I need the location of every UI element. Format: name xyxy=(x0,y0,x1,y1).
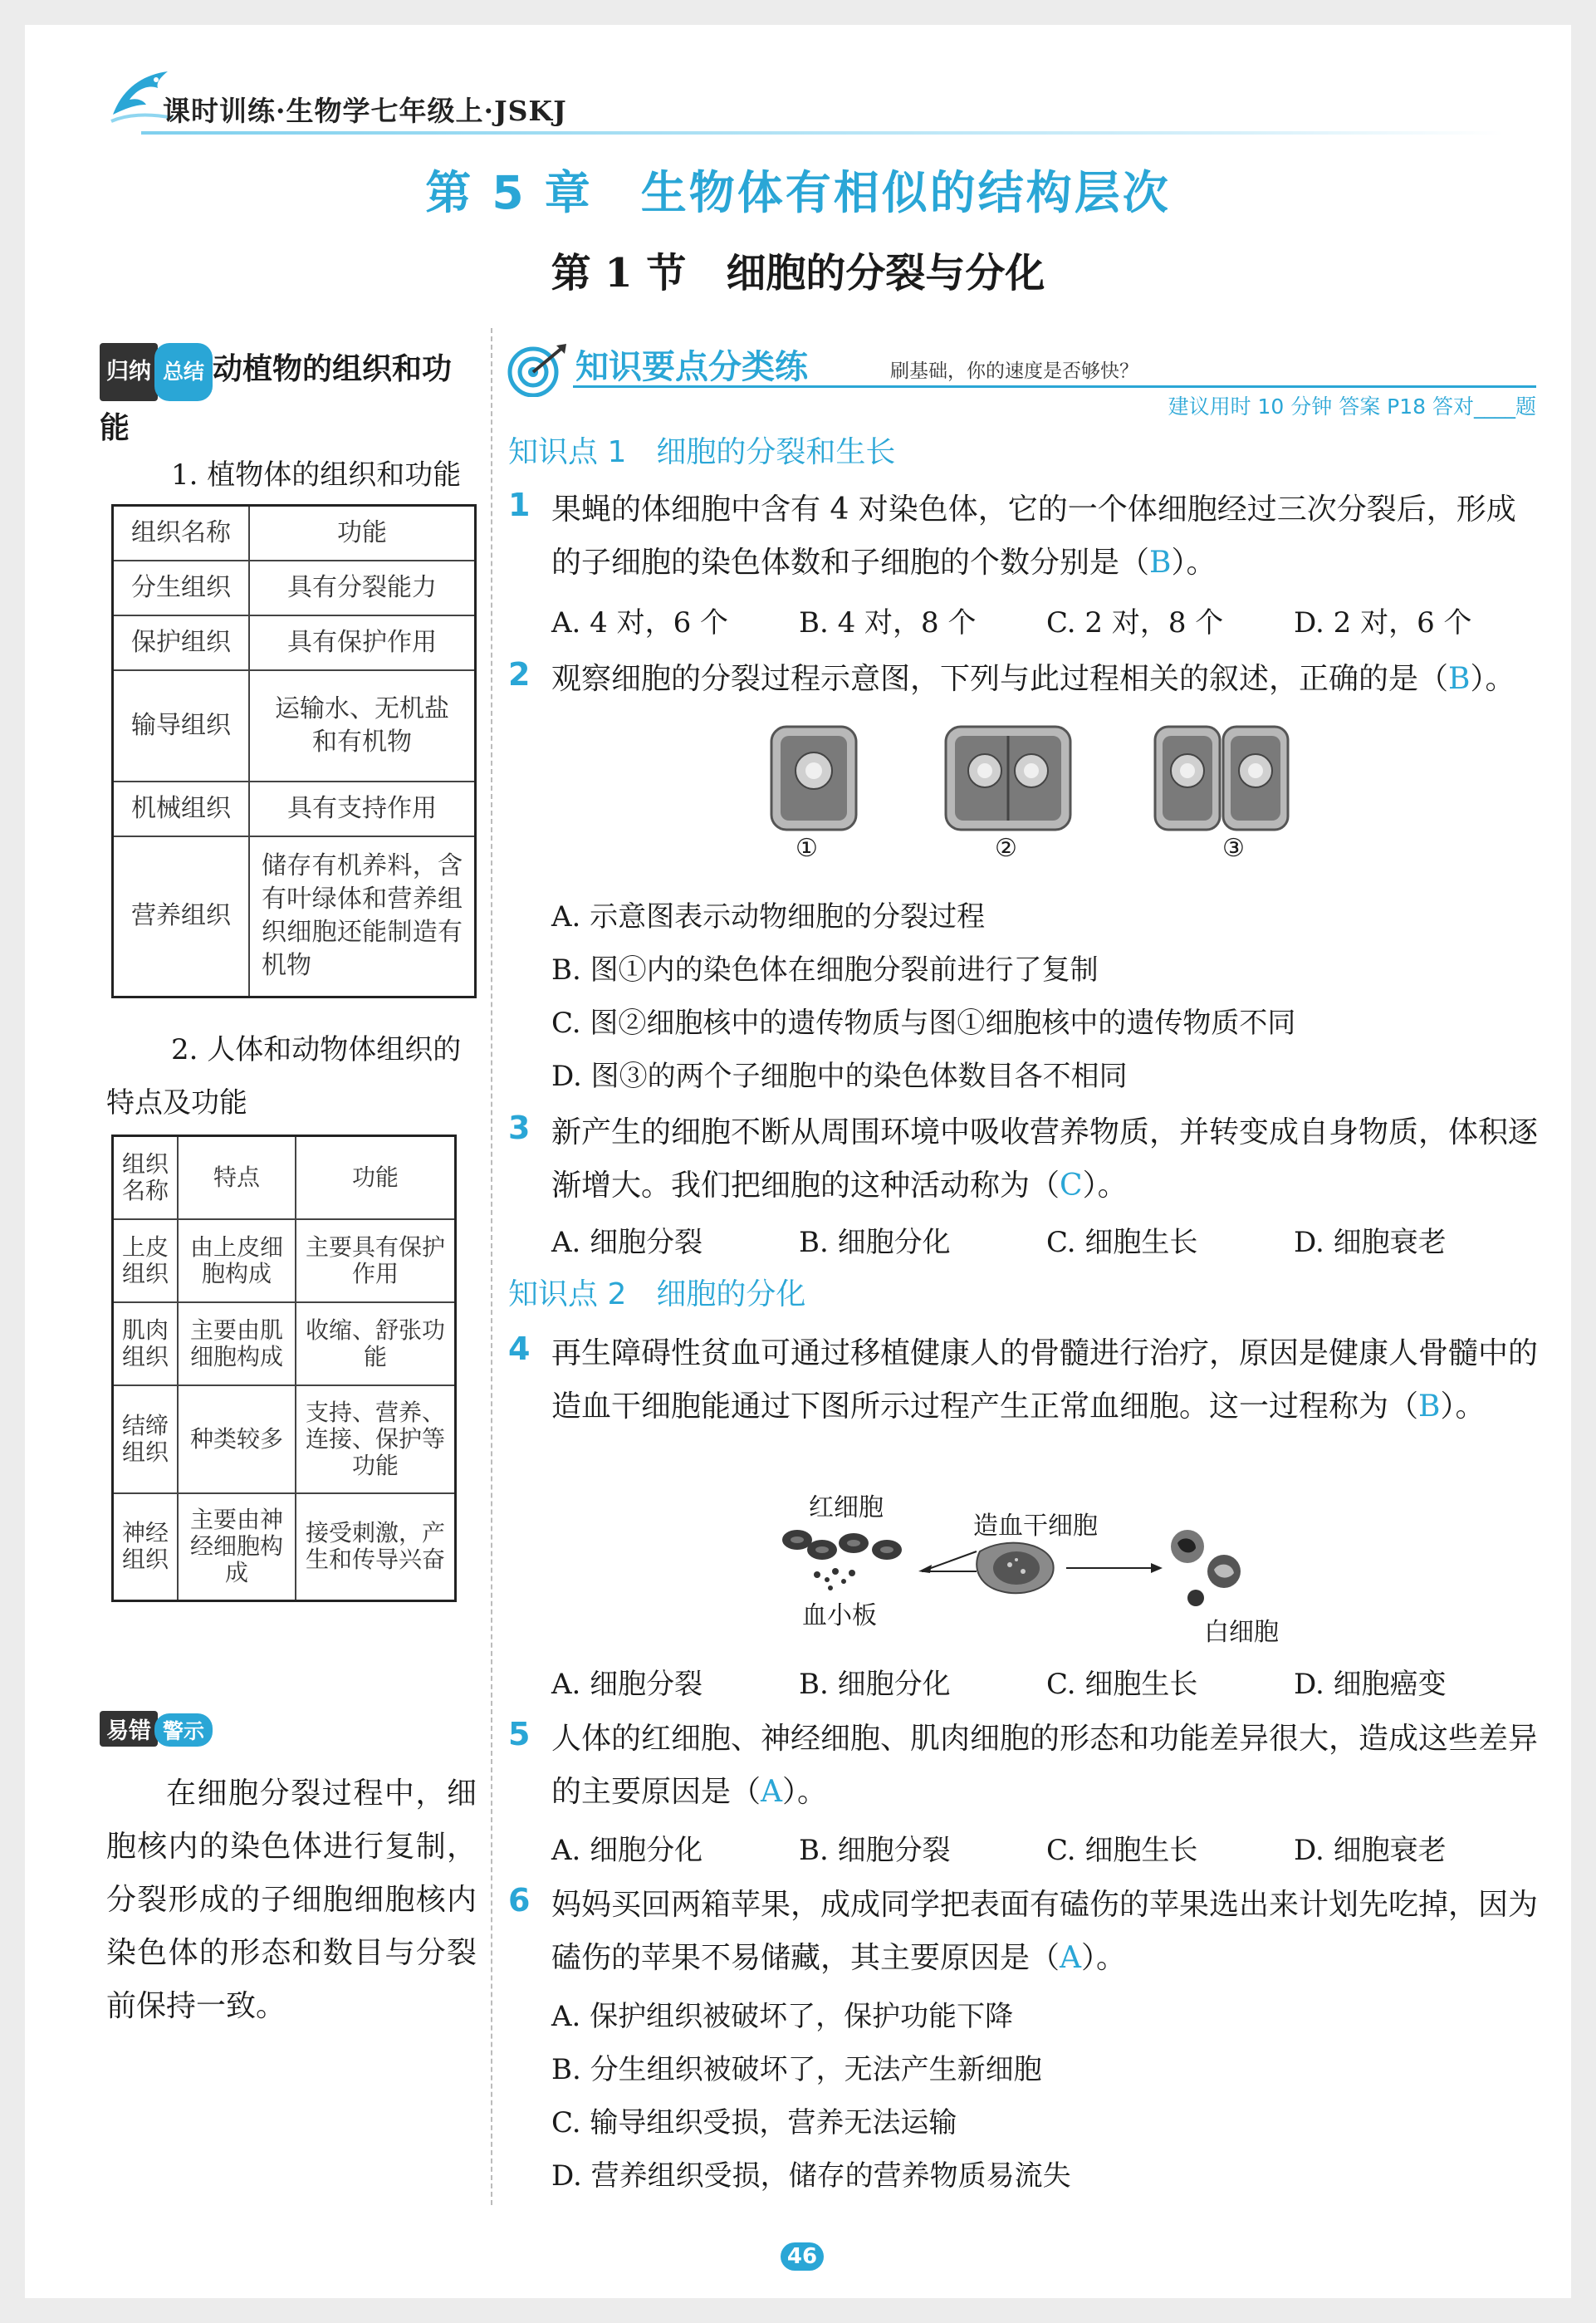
question-tail: ）。 xyxy=(782,1775,828,1809)
question-stem xyxy=(551,483,1541,590)
table-cell: 输导组织 xyxy=(113,670,250,782)
table-cell: 分生组织 xyxy=(113,561,250,615)
table-cell: 种类较多 xyxy=(178,1385,296,1493)
table-row xyxy=(113,1302,456,1385)
summary-title: 动植物的组织和功能 xyxy=(100,352,453,445)
table-header: 组织名称 xyxy=(113,1136,179,1219)
table-cell: 营养组织 xyxy=(113,836,250,997)
cell-figure-1 xyxy=(769,724,859,832)
table-cell: 肌肉组织 xyxy=(113,1302,179,1385)
question-tail: ）。 xyxy=(1081,1941,1127,1975)
question-tail: ）。 xyxy=(1470,662,1515,696)
animal-heading: 2. 人体和动物体组织的特点及功能 xyxy=(106,1033,462,1120)
chapter-title: 第 5 章 生物体有相似的结构层次 xyxy=(425,166,1171,219)
question-answer: C xyxy=(1060,1169,1083,1203)
option-item: C. 细胞生长 xyxy=(1046,1226,1198,1259)
knowledge-point-2: 知识点 2 细胞的分化 xyxy=(508,1277,806,1311)
table-cell: 主要由肌细胞构成 xyxy=(178,1302,296,1385)
plant-heading: 1. 植物体的组织和功能 xyxy=(171,458,462,492)
question-number: 6 xyxy=(508,1882,531,1919)
figure-label: ① xyxy=(796,834,818,863)
table-row xyxy=(113,561,476,615)
option-item: C. 2 对，8 个 xyxy=(1046,606,1224,640)
table-cell: 主要具有保护作用 xyxy=(296,1219,456,1302)
question-stem xyxy=(551,1879,1541,1985)
table-cell: 收缩、舒张功能 xyxy=(296,1302,456,1385)
question-number: 5 xyxy=(508,1716,531,1752)
option-item: A. 示意图表示动物细胞的分裂过程 xyxy=(551,900,986,934)
option-item: D. 细胞衰老 xyxy=(1294,1834,1447,1867)
knowledge-banner-title: 知识要点分类练 xyxy=(575,348,808,386)
plant-table xyxy=(111,504,477,998)
question-answer: B xyxy=(1448,662,1471,696)
table-header: 组织名称 xyxy=(113,506,250,561)
table-cell: 接受刺激，产生和传导兴奋 xyxy=(296,1493,456,1601)
question-stem xyxy=(551,1713,1541,1819)
table-cell: 支持、营养、连接、保护等功能 xyxy=(296,1385,456,1493)
option-item: A. 细胞分化 xyxy=(551,1834,703,1867)
question-number: 1 xyxy=(508,487,531,523)
table-row xyxy=(113,836,476,997)
question-text: 妈妈买回两箱苹果，成成同学把表面有磕伤的苹果选出来计划先吃掉，因为磕伤的苹果不易储藏，其主要原因是（ xyxy=(551,1888,1539,1975)
banner-rule xyxy=(573,385,1536,388)
question-tail: ）。 xyxy=(1082,1169,1128,1203)
option-item: D. 图③的两个子细胞中的染色体数目各不相同 xyxy=(551,1060,1128,1093)
question-number: 3 xyxy=(508,1110,531,1146)
table-cell: 由上皮细胞构成 xyxy=(178,1219,296,1302)
option-item: D. 细胞衰老 xyxy=(1294,1226,1447,1259)
series-title: 课时训练·生物学七年级上·JSKJ xyxy=(163,95,567,127)
table-cell: 具有分裂能力 xyxy=(249,561,476,615)
page-number: 46 xyxy=(781,2242,824,2271)
warning-heading xyxy=(100,1711,213,1747)
cell-figure-2 xyxy=(943,724,1073,832)
option-row xyxy=(551,1661,1541,1702)
stem-cell xyxy=(977,1543,1053,1594)
cell-figure-3 xyxy=(1153,724,1290,832)
platelets xyxy=(814,1568,855,1590)
question-answer: B xyxy=(1418,1389,1441,1424)
section-title: 第 1 节 细胞的分裂与分化 xyxy=(551,250,1045,297)
table-header: 功能 xyxy=(249,506,476,561)
option-item: B. 细胞分化 xyxy=(799,1668,951,1701)
table-cell: 主要由神经细胞构成 xyxy=(178,1493,296,1601)
option-item: C. 输导组织受损，营养无法运输 xyxy=(551,2106,957,2139)
table-cell: 上皮组织 xyxy=(113,1219,179,1302)
option-row xyxy=(551,1219,1541,1260)
table-cell: 具有支持作用 xyxy=(249,782,476,836)
option-item: C. 细胞生长 xyxy=(1046,1668,1198,1701)
option-item: B. 细胞分化 xyxy=(799,1226,951,1259)
question-answer: A xyxy=(761,1775,783,1809)
option-item: A. 细胞分裂 xyxy=(551,1226,703,1259)
figure-label: ③ xyxy=(1222,834,1245,863)
question-answer: A xyxy=(1060,1941,1082,1975)
table-row xyxy=(113,1493,456,1601)
question-number: 4 xyxy=(508,1331,531,1367)
option-row xyxy=(551,1827,1541,1868)
knowledge-point-1: 知识点 1 细胞的分裂和生长 xyxy=(508,435,896,469)
table-row xyxy=(113,782,476,836)
question-stem xyxy=(551,1106,1541,1213)
question-text: 果蝇的体细胞中含有 4 对染色体，它的一个体细胞经过三次分裂后，形成的子细胞的染色体数和子细胞的个数分别是（ xyxy=(551,493,1516,580)
option-row xyxy=(551,600,1541,640)
question-text: 人体的红细胞、神经细胞、肌肉细胞的形态和功能差异很大，造成这些差异的主要原因是（ xyxy=(551,1722,1539,1809)
knowledge-info: 建议用时 10 分钟 答案 P18 答对____题 xyxy=(1168,395,1536,419)
warning-tag-b: 警示 xyxy=(154,1713,213,1747)
table-cell: 机械组织 xyxy=(113,782,250,836)
table-row xyxy=(113,670,476,782)
white-blood-cells xyxy=(1171,1530,1241,1606)
table-row xyxy=(113,1385,456,1493)
figure-label: ② xyxy=(995,834,1017,863)
option-item: A. 细胞分裂 xyxy=(551,1668,703,1701)
table-header: 特点 xyxy=(178,1136,296,1219)
table-row xyxy=(113,506,476,561)
question-text: 观察细胞的分裂过程示意图，下列与此过程相关的叙述，正确的是（ xyxy=(551,662,1449,696)
figure-label: 造血干细胞 xyxy=(973,1512,1098,1541)
question-stem xyxy=(551,1327,1541,1433)
option-item: B. 4 对，8 个 xyxy=(799,606,977,640)
table-cell: 具有保护作用 xyxy=(249,615,476,670)
target-icon xyxy=(507,342,570,397)
warning-tag-a: 易错 xyxy=(100,1711,158,1747)
knowledge-slogan: 刷基础，你的速度是否够快？ xyxy=(890,360,1138,382)
summary-tag-a: 归纳 xyxy=(100,343,158,401)
option-item: A. 保护组织被破坏了，保护功能下降 xyxy=(551,2000,1014,2033)
question-tail: ）。 xyxy=(1171,546,1217,580)
figure-label: 血小板 xyxy=(802,1601,877,1630)
option-item: A. 4 对，6 个 xyxy=(551,606,729,640)
table-row xyxy=(113,615,476,670)
question-text: 再生障碍性贫血可通过移植健康人的骨髓进行治疗，原因是健康人骨髓中的造血干细胞能通过下图所示过程产生正常血细胞。这一过程称为（ xyxy=(551,1336,1539,1424)
header-rule xyxy=(141,131,1503,135)
table-cell: 结缔组织 xyxy=(113,1385,179,1493)
summary-tag-b: 总结 xyxy=(154,343,213,401)
figure-label: 白细胞 xyxy=(1204,1618,1279,1647)
column-divider xyxy=(491,328,492,2205)
red-blood-cells xyxy=(782,1530,902,1560)
option-item: D. 营养组织受损，储存的营养物质易流失 xyxy=(551,2159,1071,2193)
option-item: B. 图①内的染色体在细胞分裂前进行了复制 xyxy=(551,953,1099,987)
question-stem xyxy=(551,653,1541,706)
table-cell: 储存有机养料，含有叶绿体和营养组织细胞还能制造有机物 xyxy=(249,836,476,997)
option-item: C. 图②细胞核中的遗传物质与图①细胞核中的遗传物质不同 xyxy=(551,1007,1296,1040)
option-item: C. 细胞生长 xyxy=(1046,1834,1198,1867)
table-header: 功能 xyxy=(296,1136,456,1219)
question-text: 新产生的细胞不断从周围环境中吸收营养物质，并转变成自身物质，体积逐渐增大。我们把细胞的这种活动称为（ xyxy=(551,1115,1539,1203)
table-cell: 运输水、无机盐和有机物 xyxy=(249,670,476,782)
option-item: B. 分生组织被破坏了，无法产生新细胞 xyxy=(551,2053,1042,2086)
table-row xyxy=(113,1219,456,1302)
animal-table xyxy=(111,1135,457,1602)
option-item: D. 2 对，6 个 xyxy=(1294,606,1472,640)
question-answer: B xyxy=(1149,546,1172,580)
blood-cell-diagram xyxy=(781,1522,1246,1613)
warning-text: 在细胞分裂过程中，细胞核内的染色体进行复制，分裂形成的子细胞细胞核内染色体的形态和数目与分裂前保持一致。 xyxy=(106,1777,477,2023)
question-number: 2 xyxy=(508,656,531,693)
option-item: D. 细胞癌变 xyxy=(1294,1668,1447,1701)
table-cell: 保护组织 xyxy=(113,615,250,670)
table-cell: 神经组织 xyxy=(113,1493,179,1601)
figure-label: 红细胞 xyxy=(809,1493,884,1522)
table-row xyxy=(113,1136,456,1219)
question-tail: ）。 xyxy=(1440,1389,1486,1424)
option-item: B. 细胞分裂 xyxy=(799,1834,951,1867)
summary-heading xyxy=(100,342,482,456)
